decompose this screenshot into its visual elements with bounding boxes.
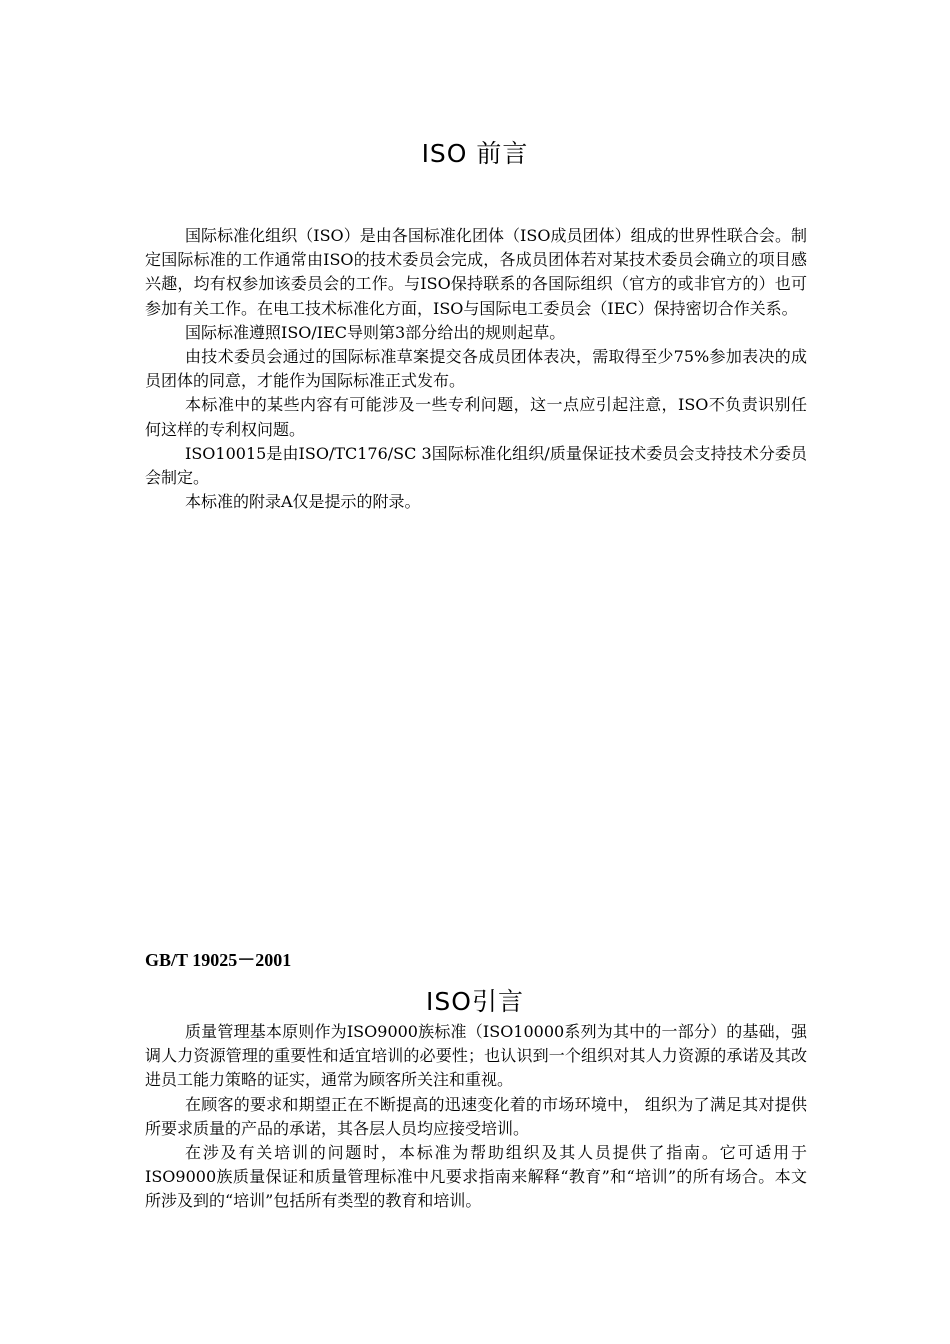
foreword-paragraph: 本标准的附录A仅是提示的附录。 (185, 492, 421, 512)
foreword-paragraph: ISO10015是由ISO/TC176/SC 3国际标准化组织/质量保证技术委员会支持技术分委员会制定。 (145, 443, 807, 488)
foreword-body (145, 224, 807, 514)
foreword-paragraph: 国际标准化组织（ISO）是由各国标准化团体（ISO成员团体）组成的世界性联合会。制定国际标准的工作通常由ISO的技术委员会完成，各成员团体若对某技术委员会确立的项目感兴趣，均有权参加该委员会的工作。与ISO保持联系的各国际组织（官方的或非官方的）也可参加有关工作。在电工技术标准化方面，ISO与国际电工委员会（IEC）保持密切合作关系。 (145, 226, 807, 318)
foreword-paragraph: 本标准中的某些内容有可能涉及一些专利问题，这一点应引起注意，ISO不负责识别任何这样的专利权问题。 (145, 395, 807, 439)
foreword-paragraph: 由技术委员会通过的国际标准草案提交各成员团体表决，需取得至少75%参加表决的成员团体的同意，才能作为国际标准正式发布。 (145, 347, 807, 391)
document-code: GB/T 19025－2001 (145, 950, 292, 970)
foreword-paragraph: 国际标准遵照ISO/IEC导则第3部分给出的规则起草。 (185, 322, 566, 342)
introduction-title: ISO引言 (426, 987, 524, 1016)
introduction-paragraph: 质量管理基本原则作为ISO9000族标准（ISO10000系列为其中的一部分）的基础，强调人力资源管理的重要性和适宜培训的必要性；也认识到一个组织对其人力资源的承诺及其改进员工能力策略的证实，通常为顾客所关注和重视。 (145, 1022, 807, 1090)
introduction-paragraph: 在涉及有关培训的问题时，本标准为帮助组织及其人员提供了指南。它可适用于ISO9000族质量保证和质量管理标准中凡要求指南来解释“教育”和“培训”的所有场合。本文所涉及到的“培训”包括所有类型的教育和培训。 (145, 1143, 807, 1211)
foreword-title: ISO 前言 (421, 139, 529, 168)
introduction-paragraph: 在顾客的要求和期望正在不断提高的迅速变化着的市场环境中， 组织为了满足其对提供所要求质量的产品的承诺，其各层人员均应接受培训。 (145, 1094, 807, 1138)
introduction-body (145, 1020, 807, 1214)
